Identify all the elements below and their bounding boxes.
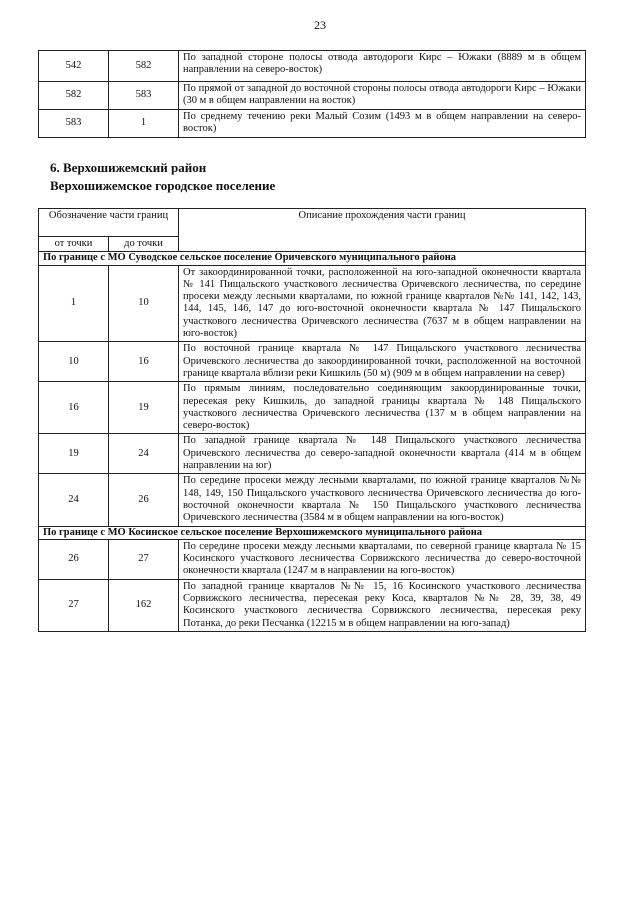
from-point: 19: [39, 434, 109, 474]
col-group-header: Обозначение части границ: [39, 209, 179, 237]
boundary-description: По прямым линиям, последовательно соединяющим закоординированные точки, пересекая реку Кишкиль, до западной границы квартала № 148 Пищальского участкового лесничества Оричевского лесничества (137 м в общем направлении на северо-восток): [179, 382, 586, 434]
table-row: [39, 474, 586, 526]
section-row: [39, 252, 586, 265]
from-point: 24: [39, 474, 109, 526]
table-row: [39, 82, 586, 110]
from-point: 542: [39, 51, 109, 82]
page-number: 23: [314, 18, 326, 32]
boundary-description: По середине просеки между лесными кварталами, по северной границе квартала № 15 Косинского участкового лесничества Сорвижского лесничества до северо-восточной оконечности квартала (1247 м в направлении на юго-восток): [179, 539, 586, 579]
col-desc-header: Описание прохождения части границ: [179, 209, 586, 252]
to-point: 19: [109, 382, 179, 434]
to-point: 583: [109, 82, 179, 110]
table-row: [39, 51, 586, 82]
col-to-header: до точки: [109, 237, 179, 252]
district-heading: 6. Верхошижемский район: [50, 160, 207, 175]
from-point: 27: [39, 579, 109, 631]
boundary-table-continued: [38, 50, 586, 138]
from-point: 1: [39, 265, 109, 342]
boundary-description: По середине просеки между лесными кварталами, по южной границе кварталов №№ 148, 149, 150 Пищальского участкового лесничества Оричевского лесничества до юго-восточной оконечности квартала № 150 Пищальского участкового лесничества Оричевского лесничества (3584 м в общем направлении на юго-восток): [179, 474, 586, 526]
table-row: [39, 265, 586, 342]
boundary-description: По западной границе квартала № 148 Пищальского участкового лесничества Оричевского лесничества до северо-западной оконечности квартала (414 м в общем направлении на юг): [179, 434, 586, 474]
to-point: 1: [109, 110, 179, 138]
to-point: 16: [109, 342, 179, 382]
from-point: 10: [39, 342, 109, 382]
section-row: [39, 526, 586, 539]
header-row: [39, 209, 586, 237]
boundary-description: По западной стороне полосы отвода автодороги Кирс – Южаки (8889 м в общем направлении на северо-восток): [179, 51, 586, 82]
from-point: 16: [39, 382, 109, 434]
boundary-description: По восточной границе квартала № 147 Пищальского участкового лесничества Оричевского лесничества до закоординированной точки, расположенной на восточной границе квартала вблизи реки Кишкиль (50 м) (909 м в общем направлении на север): [179, 342, 586, 382]
table-row: [39, 382, 586, 434]
boundary-description: От закоординированной точки, расположенной на юго-западной оконечности квартала № 141 Пищальского участкового лесничества Оричевского лесничества, по середине просеки между лесными кварталами, по южной границе кварталов №№ 141, 142, 143, 144, 145, 146, 147 до юго-восточной оконечности квартала № 147 Пищальского участкового лесничества Оричевского лесничества (7637 м в общем направлении на юго-восток): [179, 265, 586, 342]
section-title: По границе с МО Косинское сельское поселение Верхошижемского муниципального района: [39, 526, 586, 539]
table-row: [39, 342, 586, 382]
boundary-description: По прямой от западной до восточной стороны полосы отвода автодороги Кирс – Южаки (30 м в общем направлении на восток): [179, 82, 586, 110]
table-row: [39, 539, 586, 579]
boundary-description: По среднему течению реки Малый Созим (1493 м в общем направлении на северо-восток): [179, 110, 586, 138]
boundary-description: По западной границе кварталов №№ 15, 16 Косинского участкового лесничества Сорвижского лесничества, пересекая реку Коса, кварталов №№ 28, 39, 38, 49 Косинского участкового лесничества Сорвижского лесничества, пересекая реку Потанка, до реки Песчанка (12215 м в общем направлении на юго-запад): [179, 579, 586, 631]
settlement-heading: Верхошижемское городское поселение: [50, 178, 276, 193]
table-row: [39, 579, 586, 631]
to-point: 27: [109, 539, 179, 579]
from-point: 26: [39, 539, 109, 579]
to-point: 24: [109, 434, 179, 474]
to-point: 26: [109, 474, 179, 526]
to-point: 10: [109, 265, 179, 342]
to-point: 582: [109, 51, 179, 82]
section-title: По границе с МО Суводское сельское поселение Оричевского муниципального района: [39, 252, 586, 265]
from-point: 582: [39, 82, 109, 110]
table-row: [39, 434, 586, 474]
to-point: 162: [109, 579, 179, 631]
table-row: [39, 110, 586, 138]
from-point: 583: [39, 110, 109, 138]
boundary-table: [38, 208, 586, 632]
col-from-header: от точки: [39, 237, 109, 252]
